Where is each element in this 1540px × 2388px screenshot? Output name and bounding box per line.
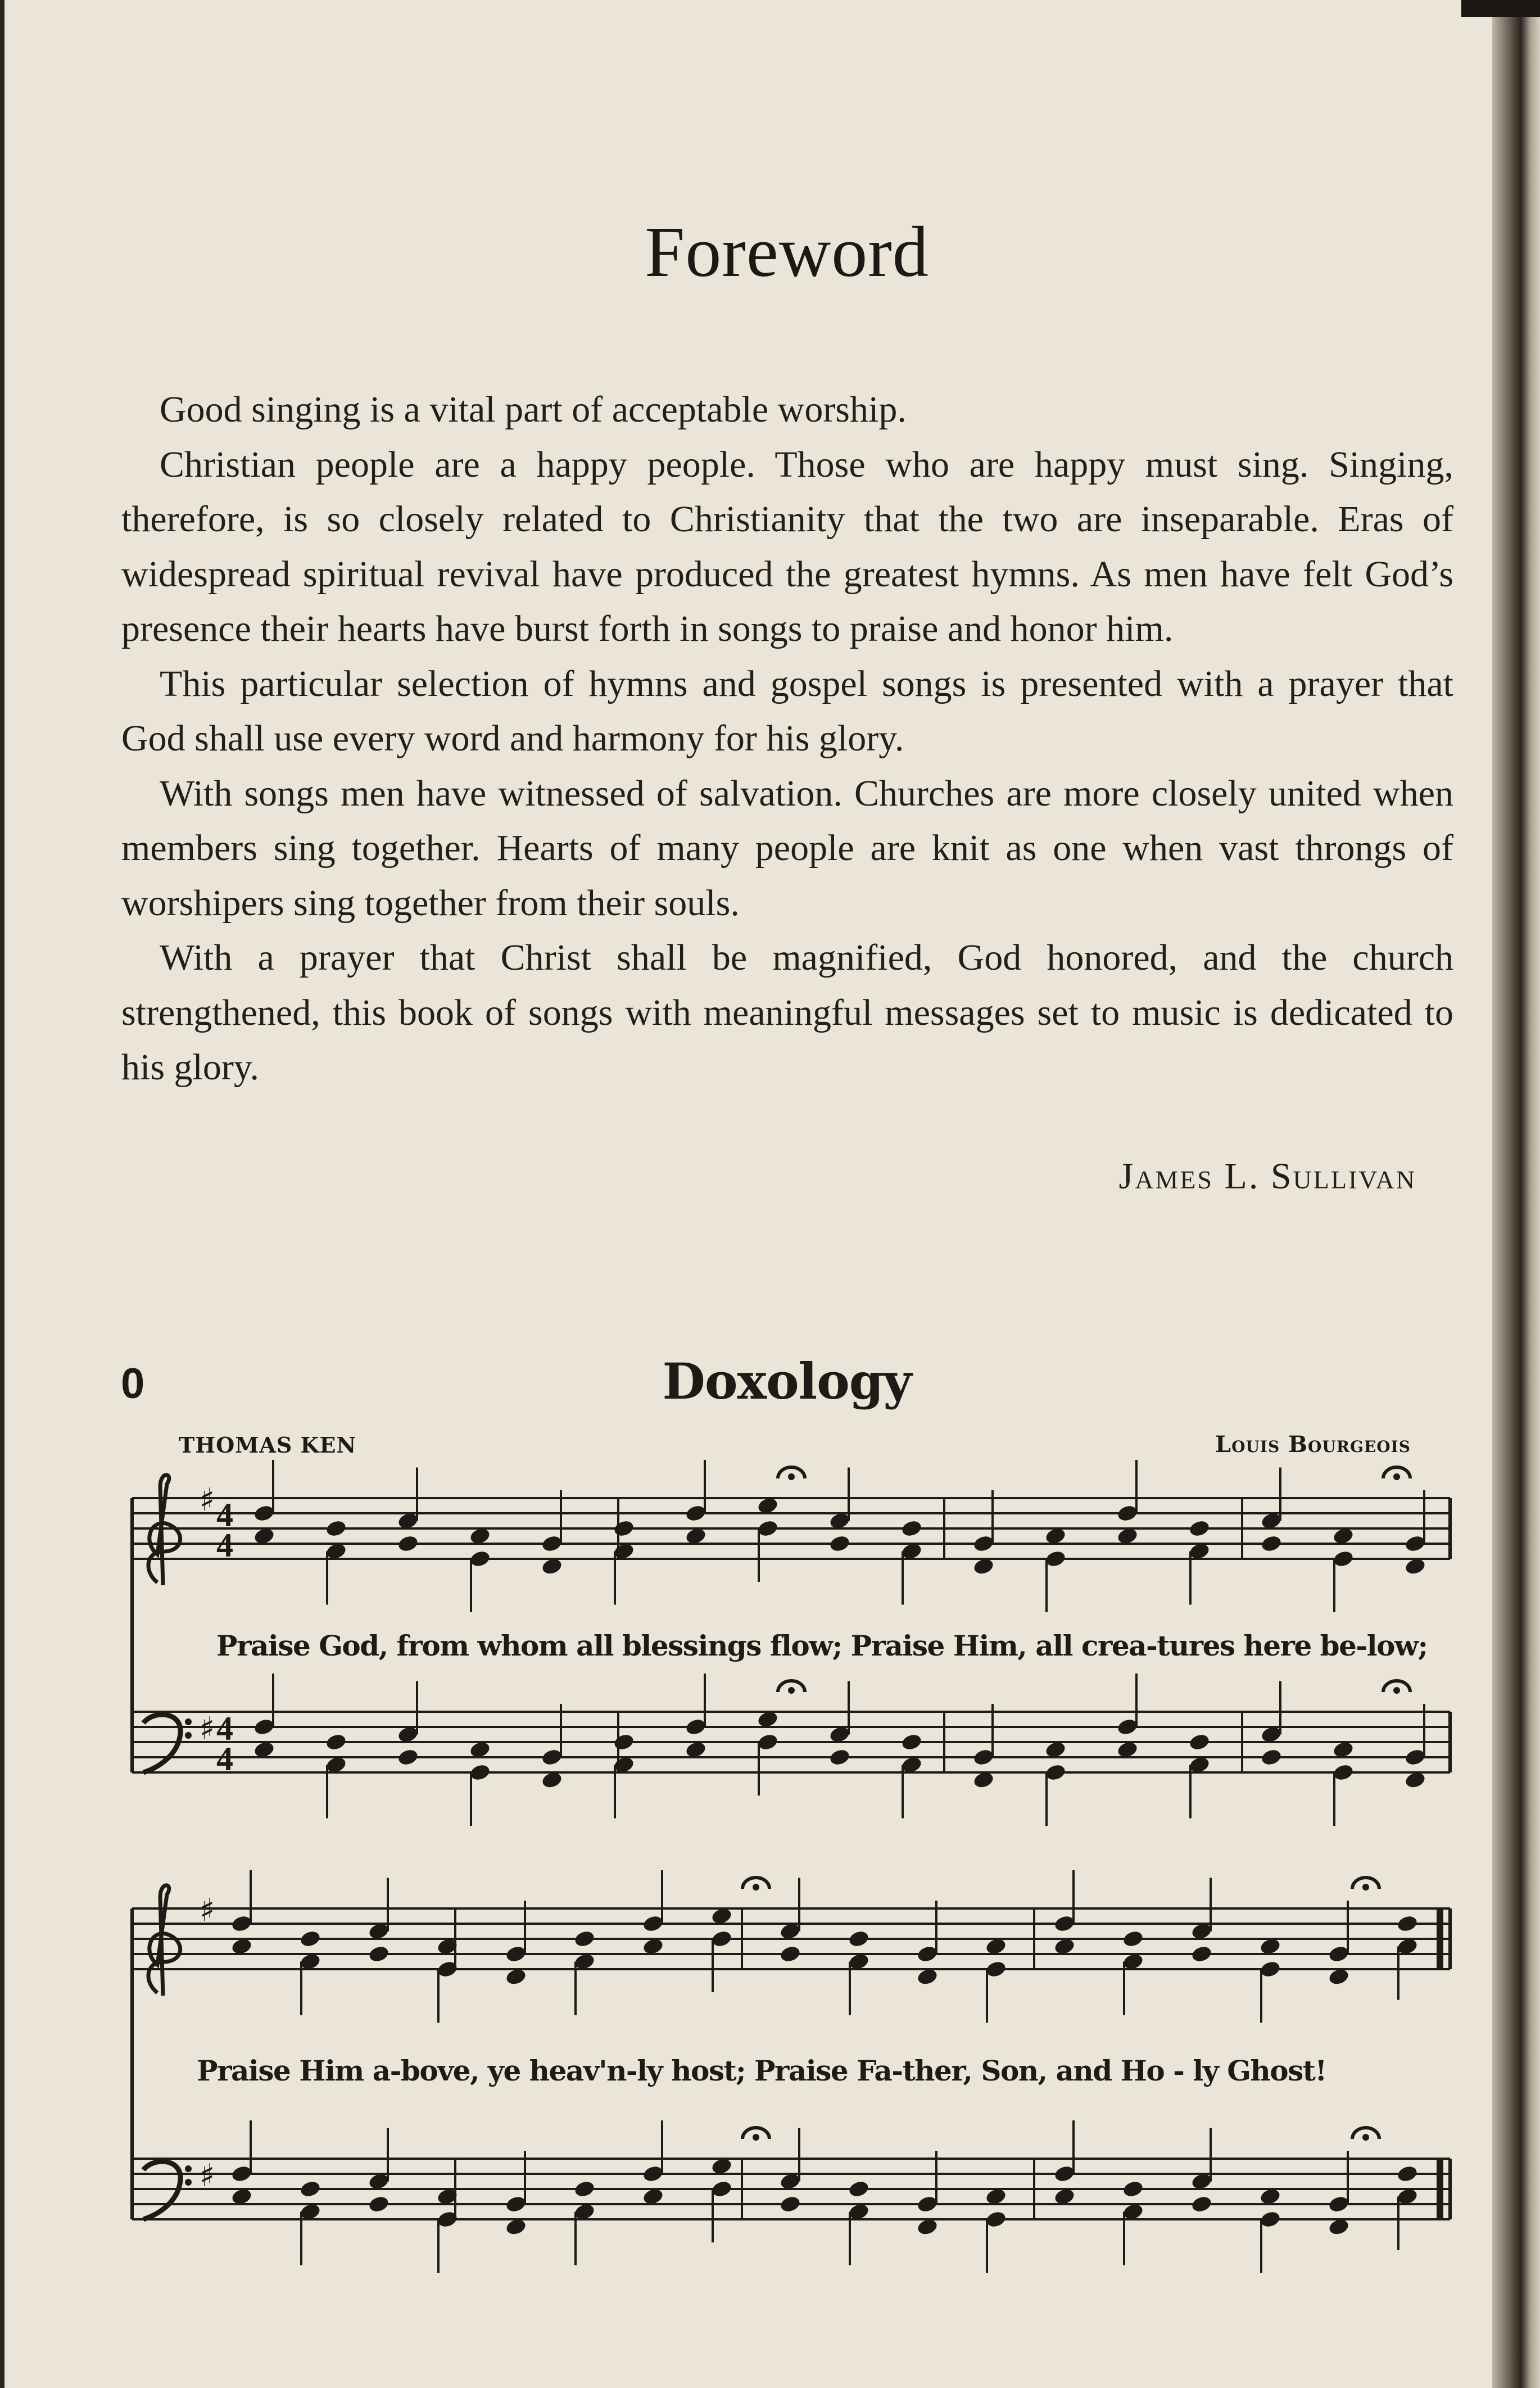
fermata-dot	[788, 1473, 795, 1480]
note-head	[368, 1944, 390, 1964]
sharp-sign: ♯	[200, 1482, 215, 1518]
note-head	[613, 1519, 635, 1538]
page-title: Foreword	[645, 212, 929, 292]
fermata-dot	[1362, 2134, 1369, 2141]
note-head	[397, 1748, 419, 1767]
sharp-sign: ♯	[200, 1892, 215, 1929]
time-signature-top: 4	[216, 1496, 233, 1534]
fermata-dot	[753, 2134, 759, 2141]
note-head	[1122, 1929, 1144, 1948]
fermata-dot	[1393, 1473, 1400, 1480]
note-head	[368, 2195, 390, 2214]
paragraph-4: With songs men have witnessed of salvation. Churches are more closely united when members sing together. Hearts of many people are knit as one when vast throngs of worshipers sing together from their souls.	[121, 772, 1453, 924]
note-head	[1188, 1733, 1211, 1752]
note-head	[299, 1929, 321, 1948]
note-head	[573, 2179, 596, 2199]
bass-clef-icon	[143, 2161, 180, 2219]
paragraph-3: This particular selection of hymns and gospel songs is presented with a prayer that God shall use every word and harmony for his glory.	[121, 663, 1453, 759]
bass-clef-dot	[185, 2179, 192, 2186]
note-head	[1260, 1534, 1283, 1553]
note-head	[325, 1733, 347, 1752]
fermata-dot	[788, 1687, 795, 1694]
note-head	[828, 1748, 851, 1767]
note-head	[900, 1519, 923, 1538]
note-head	[325, 1519, 347, 1538]
hymn-title: Doxology	[662, 1352, 912, 1410]
note-head	[397, 1534, 419, 1553]
note-head	[1122, 2179, 1144, 2199]
treble-clef-icon	[148, 1885, 180, 1996]
note-head	[613, 1733, 635, 1752]
note-head	[1190, 2195, 1213, 2214]
author-signature: James L. Sullivan	[1118, 1156, 1416, 1197]
note-head	[779, 1944, 801, 1964]
fermata-dot	[753, 1884, 759, 1890]
paragraph-5: With a prayer that Christ shall be magnified, God honored, and the church strengthened, this book of songs with meaningful messages set to music is dedicated to his glory.	[121, 937, 1453, 1088]
lyrics-line-1: Praise God, from whom all blessings flow; Praise Him, all crea-tures here be-low;	[216, 1629, 1428, 1662]
note-head	[848, 1929, 870, 1948]
hymn-number: 0	[121, 1360, 145, 1408]
note-head	[779, 2195, 801, 2214]
note-head	[1396, 1914, 1419, 1933]
sharp-sign: ♯	[200, 2158, 215, 2194]
bass-clef-icon	[143, 1715, 180, 1772]
bass-clef-dot	[185, 1718, 192, 1725]
sharp-sign: ♯	[200, 1711, 215, 1747]
note-head	[299, 2179, 321, 2199]
lyrics-line-2: Praise Him a-bove, ye heav'n-ly host; Praise Fa-ther, Son, and Ho - ly Ghost!	[197, 2054, 1326, 2087]
note-head	[828, 1534, 851, 1553]
note-head	[1188, 1519, 1211, 1538]
treble-clef-icon	[148, 1475, 180, 1585]
time-signature-bottom: 4	[216, 1527, 233, 1564]
note-head	[1260, 1748, 1283, 1767]
paragraph-2: Christian people are a happy people. Those who are happy must sing. Singing, therefore, is so closely related to Christianity that the two are inseparable. Eras of widespread spiritual revival have produced the greatest hymns. As men have felt God’s presence their hearts have burst forth in songs to praise and honor him.	[121, 444, 1453, 649]
lyricist-credit: THOMAS KEN	[179, 1432, 357, 1458]
fermata-dot	[1362, 1884, 1369, 1890]
note-head	[1190, 1944, 1213, 1964]
fermata-dot	[1393, 1687, 1400, 1694]
bass-clef-dot	[185, 1732, 192, 1739]
note-head	[573, 1929, 596, 1948]
paragraph-1: Good singing is a vital part of acceptable worship.	[160, 389, 907, 430]
note-head	[900, 1733, 923, 1752]
composer-credit: Louis Bourgeois	[1215, 1431, 1411, 1458]
note-head	[1396, 2164, 1419, 2183]
time-signature-bottom: 4	[216, 1740, 233, 1778]
note-head	[848, 2179, 870, 2199]
time-signature-top: 4	[216, 1710, 233, 1747]
bass-clef-dot	[185, 2165, 192, 2172]
